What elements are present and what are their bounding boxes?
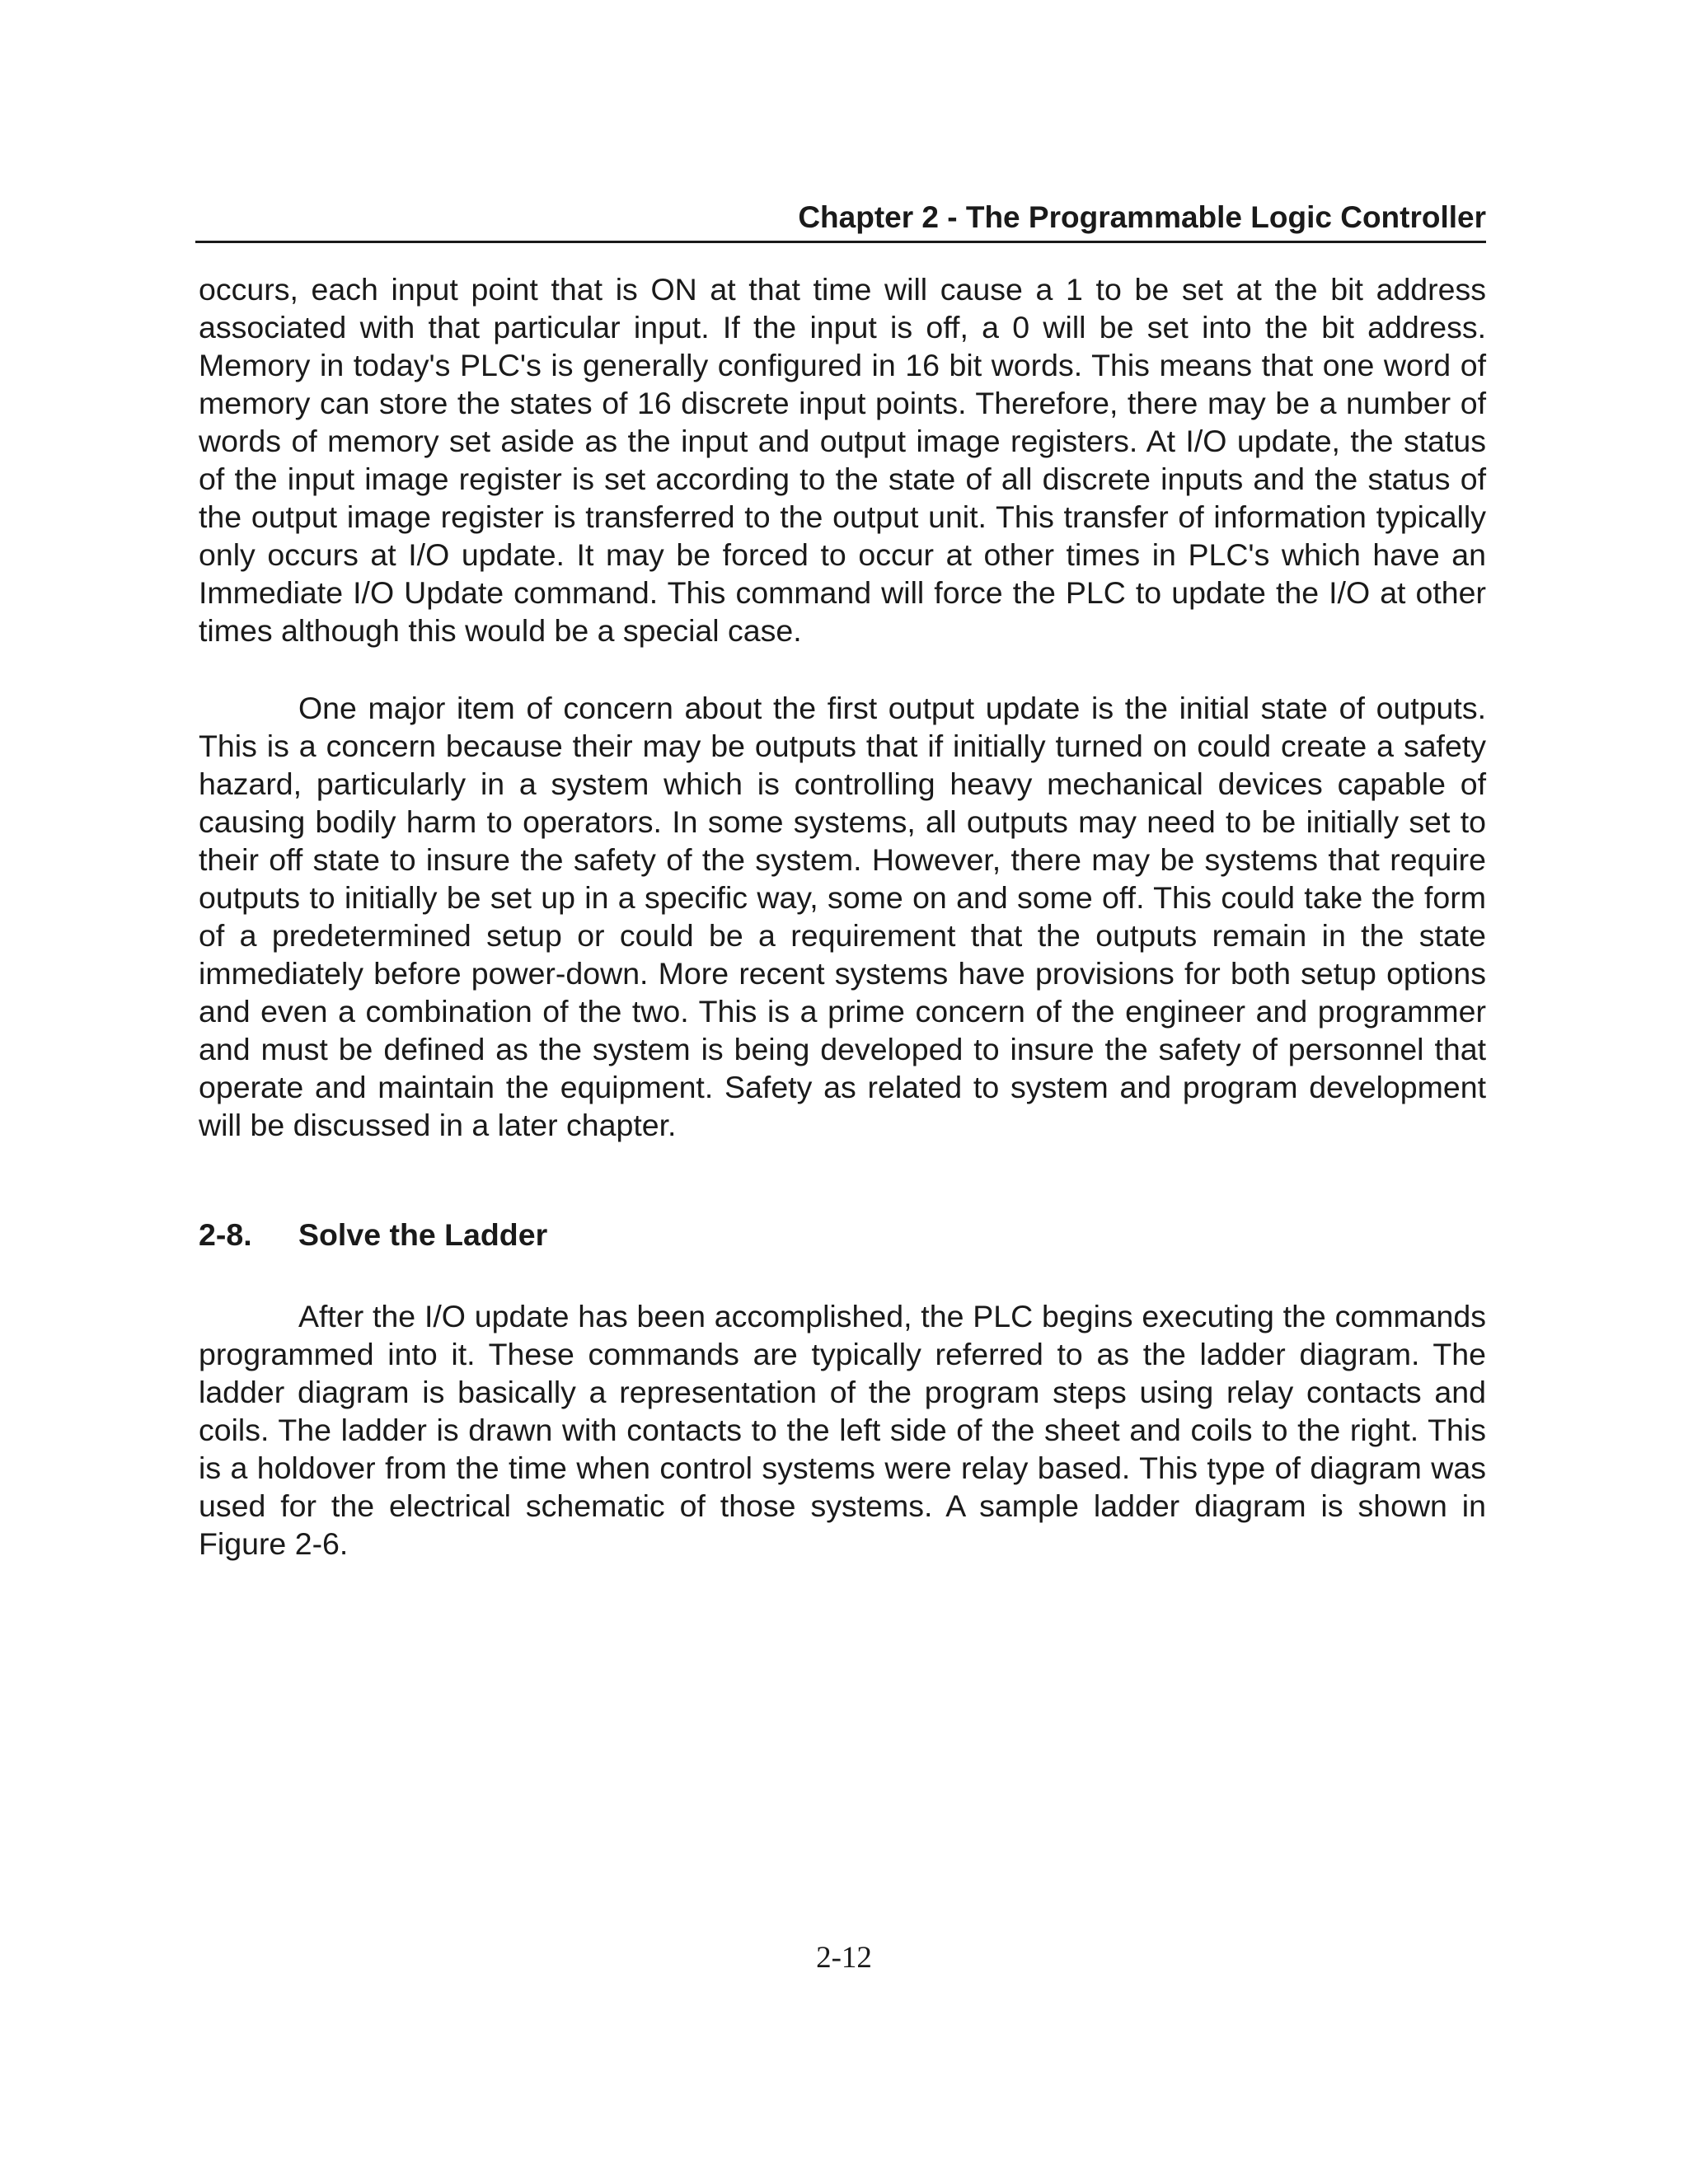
header-rule (195, 241, 1486, 243)
body-paragraph-2: One major item of concern about the first output update is the initial state of outputs. This is a concern because their may be outputs that if initially turned on could create a safety hazard, particularly in a system which is controlling heavy mechanical devices capable of causing bodily harm to operators. In some systems, all outputs may need to be initially set to their off state to insure the safety of the system. However, there may be systems that require outputs to initially be set up in a specific way, some on and some off. This could take the form of a predetermined setup or could be a requirement that the outputs remain in the state immediately before power-down. More recent systems have provisions for both setup options and even a combination of the two. This is a prime concern of the engineer and programmer and must be defined as the system is being developed to insure the safety of personnel that operate and maintain the equipment. Safety as related to system and program development will be discussed in a later chapter. (199, 691, 1486, 1142)
body-paragraph-1: occurs, each input point that is ON at that time will cause a 1 to be set at the bit address associated with that particular input. If the input is off, a 0 will be set into the bit address. Memory in today's PLC's is generally configured in 16 bit words. This means that one word of memory can store the states of 16 discrete input points. Therefore, there may be a number of words of memory set aside as the input and output image registers. At I/O update, the status of the input image register is set according to the state of all discrete inputs and the status of the output image register is transferred to the output unit. This transfer of information typically only occurs at I/O update. It may be forced to occur at other times in PLC's which have an Immediate I/O Update command. This command will force the PLC to update the I/O at other times although this would be a special case. (199, 272, 1486, 648)
running-header: Chapter 2 - The Programmable Logic Controller (798, 200, 1486, 234)
section-paragraph: After the I/O update has been accomplished, the PLC begins executing the commands programmed into it. These commands are typically referred to as the ladder diagram. The ladder diagram is basically a representation of the program steps using relay contacts and coils. The ladder is drawn with contacts to the left side of the sheet and coils to the right. This is a holdover from the time when control systems were relay based. This type of diagram was used for the electrical schematic of those systems. A sample ladder diagram is shown in Figure 2-6. (199, 1299, 1486, 1561)
page-number: 2-12 (816, 1941, 872, 1975)
section-number: 2-8. (199, 1217, 252, 1252)
section-heading (199, 1215, 547, 1254)
section-title: Solve the Ladder (298, 1217, 548, 1252)
